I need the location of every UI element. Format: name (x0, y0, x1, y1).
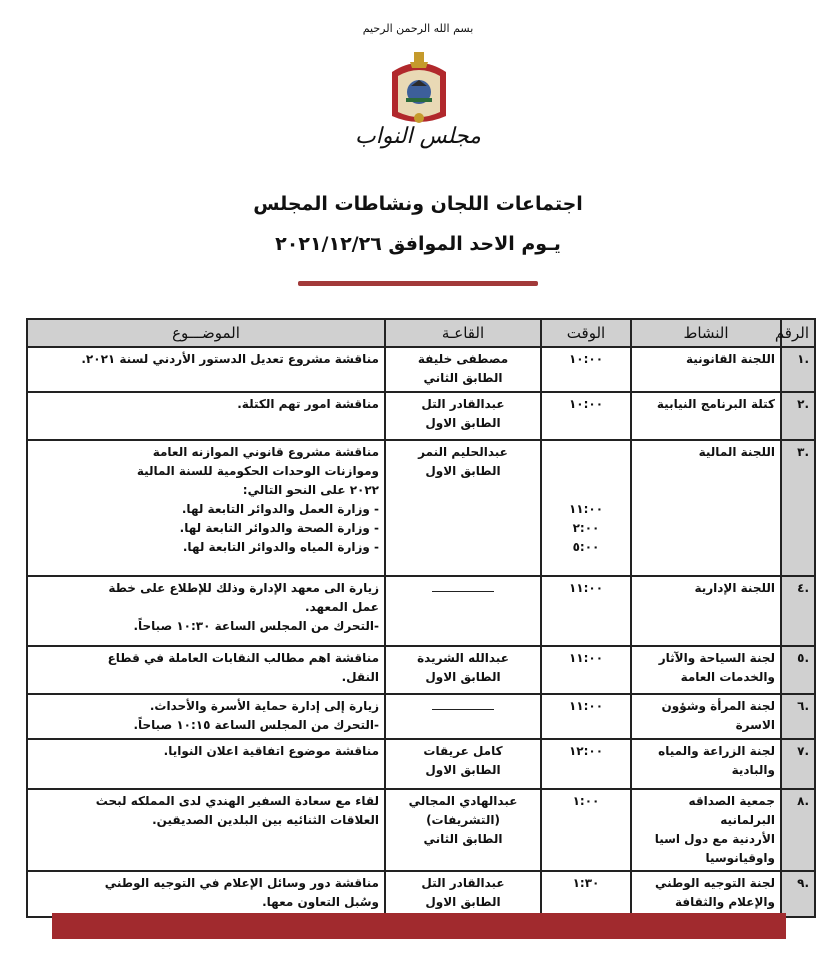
topic-text: عمل المعهد. (305, 600, 379, 614)
parliament-name-logo: مجلس النواب (355, 124, 481, 149)
hall-text: الطابق الثاني (423, 371, 503, 385)
topic-text: - وزارة الصحة والدوائر التابعة لها. (179, 521, 379, 535)
activity-cell (631, 739, 781, 789)
topic-text: مناقشة مشروع قانوني الموازنه العامة (152, 445, 379, 459)
header-activity: النشاط (631, 319, 781, 347)
hall-text: عبدالحليم النمر (418, 445, 508, 459)
time-cell (541, 694, 631, 739)
topic-text: زيارة الى معهد الإدارة وذلك للإطلاع على خطة (108, 581, 379, 595)
time-text: ٥:٠٠ (572, 540, 600, 554)
hall-text: الطابق الاول (425, 895, 501, 909)
header-number: الرقم (781, 319, 815, 347)
topic-text: مناقشة مشروع تعديل الدستور الأردني لسنة ٢٠٢١. (81, 352, 379, 366)
hall-cell (385, 739, 541, 789)
topic-text: مناقشة دور وسائل الإعلام في التوجيه الوطني (104, 876, 379, 890)
time-text: ١٠:٠٠ (568, 397, 604, 411)
topic-text: مناقشة موضوع اتفاقية اعلان النوايا. (163, 744, 379, 758)
row-number-cell: .١ (781, 347, 815, 392)
activity-cell (631, 694, 781, 739)
time-text: ١:٣٠ (572, 876, 600, 890)
topic-cell (27, 576, 385, 646)
topic-text: -التحرك من المجلس الساعة ١٠:١٥ صباحاً. (133, 718, 379, 732)
activity-text: لجنة المرأة وشؤون الاسرة (661, 699, 775, 732)
time-cell (541, 576, 631, 646)
table-row (27, 739, 815, 789)
time-text: ١٢:٠٠ (568, 744, 604, 758)
topic-text: وسُبل التعاون معها. (262, 895, 379, 909)
header-topic: الموضـــوع (27, 319, 385, 347)
time-text: ١:٠٠ (572, 794, 600, 808)
table-row (27, 646, 815, 694)
basmala: بسم الله الرحمن الرحيم (362, 22, 474, 35)
activity-cell (631, 392, 781, 440)
hall-text: الطابق الاول (425, 464, 501, 478)
row-number-cell: .٩ (781, 871, 815, 917)
activity-text: والبادية (731, 763, 775, 777)
no-hall-dash (432, 709, 494, 710)
activity-text: اللجنة المالية (698, 445, 775, 459)
topic-text: -التحرك من المجلس الساعة ١٠:٣٠ صباحاً. (133, 619, 379, 633)
time-text (547, 462, 625, 481)
activity-text: اللجنة الإدارية (694, 581, 775, 595)
hall-text: كامل عريقات (423, 744, 503, 758)
header-time: الوقت (541, 319, 631, 347)
topic-text: - وزارة المياه والدوائر التابعة لها. (182, 540, 379, 554)
row-number-cell: .٥ (781, 646, 815, 694)
hall-text: الطابق الاول (425, 416, 501, 430)
time-cell (541, 871, 631, 917)
activity-cell (631, 347, 781, 392)
time-cell (541, 347, 631, 392)
activity-text: لجنة السياحة والآثار (658, 651, 775, 665)
hall-cell (385, 440, 541, 576)
time-text: ١١:٠٠ (568, 581, 604, 595)
hall-text: عبدالقادر التل (421, 397, 505, 411)
time-text: ١١:٠٠ (568, 651, 604, 665)
activity-cell (631, 789, 781, 871)
topic-cell (27, 392, 385, 440)
hall-text: عبدالهادي المجالي (408, 794, 518, 808)
activity-text: اللجنة القانونية (686, 352, 775, 366)
activity-text: والخدمات العامة (680, 670, 775, 684)
hall-cell (385, 871, 541, 917)
schedule-table (26, 318, 816, 918)
topic-text: النقل. (341, 670, 379, 684)
time-cell (541, 392, 631, 440)
activity-text: لجنة الزراعة والمياه (658, 744, 775, 758)
table-body (27, 347, 815, 917)
table-header-row (27, 319, 815, 347)
topic-cell (27, 739, 385, 789)
hall-cell (385, 646, 541, 694)
topic-text: - وزارة العمل والدوائر التابعة لها. (181, 502, 379, 516)
topic-cell (27, 646, 385, 694)
hall-cell (385, 694, 541, 739)
hall-text: الطابق الاول (425, 763, 501, 777)
header-hall: القاعـة (385, 319, 541, 347)
table-row (27, 789, 815, 871)
topic-text: وموازنات الوحدات الحكومية للسنة المالية (136, 464, 379, 478)
activity-cell (631, 871, 781, 917)
time-cell (541, 440, 631, 576)
time-text: ١١:٠٠ (568, 502, 604, 516)
table-row (27, 871, 815, 917)
title-divider (298, 281, 538, 286)
topic-cell (27, 694, 385, 739)
hall-text: عبدالقادر التل (421, 876, 505, 890)
row-number-cell: .٤ (781, 576, 815, 646)
activity-cell (631, 440, 781, 576)
time-cell (541, 739, 631, 789)
hall-cell (385, 576, 541, 646)
topic-text: ٢٠٢٢ على النحو التالي: (242, 483, 379, 497)
topic-text: مناقشة امور تهم الكتلة. (237, 397, 379, 411)
topic-text: لقاء مع سعادة السفير الهندي لدى المملكه لبحث (95, 794, 379, 808)
topic-cell (27, 871, 385, 917)
time-text (547, 481, 625, 500)
topic-text: مناقشة اهم مطالب النقابات العاملة في قطاع (107, 651, 379, 665)
activity-text: الأردنية مع دول اسيا (654, 832, 775, 846)
page-title: اجتماعات اللجان ونشاطات المجلس (253, 193, 583, 215)
table-row (27, 347, 815, 392)
time-text: ١٠:٠٠ (568, 352, 604, 366)
activity-text: جمعية الصداقه البرلمانيه (688, 794, 775, 827)
activity-cell (631, 646, 781, 694)
topic-cell (27, 440, 385, 576)
topic-text: العلاقات الثنائيه بين البلدين الصديقين. (152, 813, 379, 827)
time-cell (541, 789, 631, 871)
row-number-cell: .٦ (781, 694, 815, 739)
activity-cell (631, 576, 781, 646)
topic-text: زيارة إلى إدارة حماية الأسرة والأحداث. (149, 699, 379, 713)
page-subtitle-date: يـوم الاحد الموافق ٢٠٢١/١٢/٢٦ (275, 233, 561, 255)
hall-text: عبدالله الشريدة (417, 651, 509, 665)
hall-text: مصطفى خليفة (417, 352, 509, 366)
footer-bar (52, 913, 786, 939)
activity-text: لجنة التوجيه الوطني (654, 876, 775, 890)
topic-cell (27, 789, 385, 871)
hall-cell (385, 789, 541, 871)
table-row (27, 392, 815, 440)
hall-text: الطابق الثاني (423, 832, 503, 846)
topic-cell (27, 347, 385, 392)
no-hall-dash (432, 591, 494, 592)
coat-of-arms-emblem (384, 50, 454, 130)
activity-text: والإعلام والثقافة (674, 895, 775, 909)
hall-text: الطابق الاول (425, 670, 501, 684)
activity-text: كتلة البرنامج النيابية (656, 397, 775, 411)
row-number-cell: .٨ (781, 789, 815, 871)
table-row (27, 576, 815, 646)
time-text: ٢:٠٠ (572, 521, 600, 535)
row-number-cell: .٣ (781, 440, 815, 576)
time-text: ١١:٠٠ (568, 699, 604, 713)
row-number-cell: .٧ (781, 739, 815, 789)
activity-text: واوقيانوسيا (705, 851, 775, 865)
time-text (547, 443, 625, 462)
hall-text: (التشريفات) (426, 813, 500, 827)
hall-cell (385, 392, 541, 440)
table-row (27, 694, 815, 739)
hall-cell (385, 347, 541, 392)
time-cell (541, 646, 631, 694)
table-row (27, 440, 815, 576)
row-number-cell: .٢ (781, 392, 815, 440)
